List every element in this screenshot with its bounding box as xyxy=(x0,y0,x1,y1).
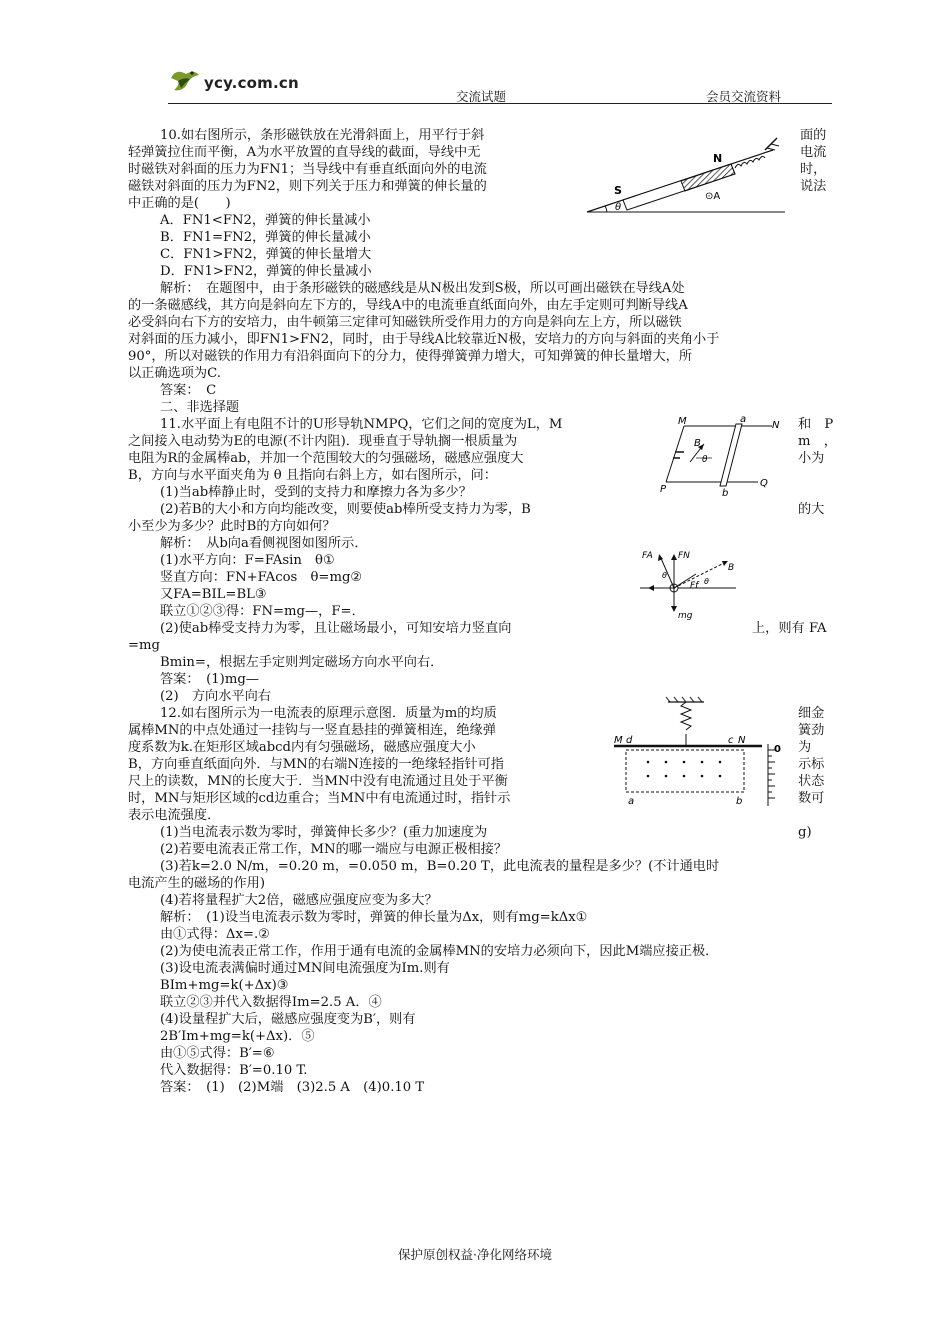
q11-analysis-right: 上，则有 FA xyxy=(752,621,827,636)
q12-stem-right: 示标 xyxy=(798,757,825,772)
q12-stem-right: 为 xyxy=(798,740,812,755)
q12-stem-right: g) xyxy=(798,825,812,840)
q11-fig-label-b: b xyxy=(722,488,729,496)
q12-stem-line: (4)若将量程扩大2倍，磁感应强度应变为多大？ xyxy=(160,893,438,908)
q10-stem-right: 说法 xyxy=(800,179,827,194)
q11-analysis-line: 又FA=BIL=BL③ xyxy=(160,587,267,602)
q12-answer: 答案： (1) (2)M端 (3)2.5 A (4)0.10 T xyxy=(160,1080,425,1095)
q11-analysis-line: (2)使ab棒受支持力为零，且让磁场最小，可知安培力竖直向 xyxy=(160,621,512,636)
q10-stem-right: 电流 xyxy=(800,145,827,160)
q11-stem-line: 之间接入电动势为E的电源(不计内阻)．现垂直于导轨搁一根质量为 xyxy=(128,434,518,449)
q10-analysis-line: 对斜面的压力减小，即FN1>FN2，同时，由于导线A比较靠近N极，安培力的方向与斜面的夹角小于 xyxy=(128,332,720,347)
q11-stem-line: 11.水平面上有电阻不计的U形导轨NMPQ，它们之间的宽度为L，M xyxy=(160,417,563,432)
q10-option-d: D．FN1>FN2，弹簧的伸长量减小 xyxy=(160,264,372,279)
q12-fig-label-a: a xyxy=(628,796,635,807)
q11-fig2-label-fa: FA xyxy=(642,551,653,561)
q12-stem-right: 状态 xyxy=(798,774,825,789)
q11-stem-right: 的大 xyxy=(798,502,825,517)
q10-fig-label-s: S xyxy=(614,184,622,197)
q11-stem-line: (1)当ab棒静止时，受到的支持力和摩擦力各为多少？ xyxy=(160,485,472,500)
q12-analysis-line: 由①⑤式得：B′=⑥ xyxy=(160,1046,275,1061)
q12-stem-right: 细金 xyxy=(798,706,825,721)
q12-stem-line: 表示电流强度． xyxy=(128,808,221,823)
q11-stem-line: B，方向与水平面夹角为 θ 且指向右斜上方，如右图所示，问： xyxy=(128,468,497,483)
q12-stem-line: (1)当电流表示数为零时，弹簧伸长多少？(重力加速度为 xyxy=(160,825,488,840)
q12-fig-label-d: d xyxy=(626,735,633,746)
q12-analysis-line: (3)设电流表满偏时通过MN间电流强度为Im.则有 xyxy=(160,961,450,976)
q11-fig-label-q: Q xyxy=(760,478,768,489)
q10-analysis-line: 以正确选项为C. xyxy=(128,366,221,381)
q12-stem-line: 属棒MN的中点处通过一挂钩与一竖直悬挂的弹簧相连，绝缘弹 xyxy=(128,723,496,738)
q11-fig-label-n: N xyxy=(772,420,780,431)
q11-analysis-line: 联立①②③得：FN=mg—，F=． xyxy=(160,604,365,619)
logo-bird-icon xyxy=(168,66,202,96)
q10-fig-label-n: N xyxy=(713,152,723,165)
link-member-materials[interactable]: 会员交流资料 xyxy=(706,89,782,104)
q11-analysis-line: Bmin=，根据左手定则判定磁场方向水平向右． xyxy=(160,655,444,670)
q12-stem-line: 度系数为k.在矩形区域abcd内有匀强磁场，磁感应强度大小 xyxy=(128,740,476,755)
q10-stem-line: 中正确的是( ) xyxy=(128,196,231,211)
q12-analysis-line: 代入数据得：B′=0.10 T. xyxy=(160,1063,308,1078)
q10-analysis-line: 90°，所以对磁铁的作用力有沿斜面向下的分力，使得弹簧弹力增大，可知弹簧的伸长量增大，所 xyxy=(128,349,693,364)
q10-option-b: B．FN1=FN2，弹簧的伸长量减小 xyxy=(160,230,371,245)
q11-stem-line: (2)若B的大小和方向均能改变，则要使ab棒所受支持力为零，B xyxy=(160,502,531,517)
q11-fig-label-p: P xyxy=(660,484,667,495)
q11-fig-label-bfield: B xyxy=(694,438,701,449)
q12-analysis-line: (2)为使电流表正常工作，作用于通有电流的金属棒MN的安培力必须向下，因此M端应接正极． xyxy=(160,944,719,959)
q12-ammeter-figure xyxy=(608,694,788,810)
q12-analysis-line: BIm+mg=k(+Δx)③ xyxy=(160,978,289,993)
q10-stem-line: 10.如右图所示，条形磁铁放在光滑斜面上，用平行于斜 xyxy=(160,128,485,143)
q12-fig-label-c: c xyxy=(728,735,734,746)
q12-fig-label-b: b xyxy=(736,796,743,807)
q12-stem-right: 簧劲 xyxy=(798,723,825,738)
q12-fig-label-n: N xyxy=(738,735,746,746)
page-footer: 保护原创权益·净化网络环境 xyxy=(398,1247,552,1262)
q11-fig2-label-fn: FN xyxy=(678,551,690,561)
q11-force-diagram xyxy=(640,548,740,620)
logo-text: ycy.com.cn xyxy=(204,74,299,92)
q10-stem-right: 时， xyxy=(800,162,827,177)
q11-stem-right: 和 P xyxy=(798,417,834,432)
q12-analysis-line: 联立②③并代入数据得Im=2.5 A．④ xyxy=(160,995,382,1010)
q11-fig-label-a: a xyxy=(740,414,747,425)
q10-stem-line: 轻弹簧拉住而平衡，A为水平放置的直导线的截面，导线中无 xyxy=(128,145,481,160)
q10-option-c: C．FN1>FN2，弹簧的伸长量增大 xyxy=(160,247,372,262)
q12-fig-label-zero: 0 xyxy=(774,744,781,755)
q12-stem-line: 时，MN与矩形区域的cd边重合；当MN中有电流通过时，指针示 xyxy=(128,791,511,806)
q10-stem-line: 时磁铁对斜面的压力为FN1；当导线中有垂直纸面向外的电流 xyxy=(128,162,487,177)
link-exchange-questions[interactable]: 交流试题 xyxy=(456,89,507,104)
q11-analysis-line: (1)水平方向：F=FAsin θ① xyxy=(160,553,335,568)
q11-fig2-label-mg: mg xyxy=(678,611,693,620)
q11-analysis-line: =mg xyxy=(128,638,160,653)
q10-stem-line: 磁铁对斜面的压力为FN2，则下列关于压力和弹簧的伸长量的 xyxy=(128,179,487,194)
section-heading: 二、非选择题 xyxy=(160,400,240,415)
q12-fig-label-m: M xyxy=(614,735,623,746)
q11-fig-label-theta: θ xyxy=(702,455,708,465)
q12-stem-line: (2)若要电流表正常工作，MN的哪一端应与电源正极相接？ xyxy=(160,842,508,857)
q11-rail-figure xyxy=(660,414,790,496)
q11-fig2-label-ff: Ff xyxy=(690,581,699,591)
q11-answer: 答案： (1)mg— xyxy=(160,672,259,687)
q11-stem-line: 小至少为多少？此时B的方向如何？ xyxy=(128,519,336,534)
q11-analysis-line: 解析： 从b向a看侧视图如图所示． xyxy=(160,536,368,551)
q10-option-a: A．FN1<FN2，弹簧的伸长量减小 xyxy=(160,213,371,228)
q12-stem-line: B，方向垂直纸面向外．与MN的右端N连接的一绝缘轻指针可指 xyxy=(128,757,504,772)
q10-answer: 答案： C xyxy=(160,383,217,398)
q11-analysis-line: 竖直方向：FN+FAcos θ=mg② xyxy=(160,570,363,585)
q12-stem-line: 12.如右图所示为一电流表的原理示意图．质量为m的均质 xyxy=(160,706,497,721)
q11-fig2-label-theta: θ xyxy=(704,577,709,586)
q10-analysis-line: 必受斜向右下方的安培力，由牛顿第三定律可知磁铁所受作用力的方向是斜向左上方，所以磁铁 xyxy=(128,315,682,330)
q10-fig-label-theta: θ xyxy=(615,202,622,213)
q12-analysis-line: 2B′Im+mg=k(+Δx)．⑤ xyxy=(160,1029,315,1044)
header-divider xyxy=(168,103,832,104)
q12-analysis-line: 由①式得：Δx=.② xyxy=(160,927,270,942)
q12-analysis-line: 解析： (1)设当电流表示数为零时，弹簧的伸长量为Δx，则有mg=kΔx① xyxy=(160,910,588,925)
site-logo xyxy=(168,66,298,102)
q12-stem-line: (3)若k=2.0 N/m，=0.20 m，=0.050 m，B=0.20 T，此电流表的量程是多少？(不计通电时 xyxy=(160,859,720,874)
q11-stem-line: 电阻为R的金属棒ab，并加一个范围较大的匀强磁场，磁感应强度大 xyxy=(128,451,524,466)
q11-fig2-label-theta: θ xyxy=(662,571,667,580)
q12-stem-right: 数可 xyxy=(798,791,825,806)
q10-analysis-line: 的一条磁感线，其方向是斜向左下方的，导线A中的电流垂直纸面向外，由左手定则可判断导线A xyxy=(128,298,688,313)
q11-answer-2: (2) 方向水平向右 xyxy=(160,689,271,704)
q10-stem-right: 面的 xyxy=(800,128,827,143)
q10-analysis-line: 解析： 在题图中，由于条形磁铁的磁感线是从N极出发到S极，所以可画出磁铁在导线A处 xyxy=(160,281,685,296)
q11-fig2-label-b: B xyxy=(728,563,735,573)
q12-analysis-line: (4)设量程扩大后，磁感应强度变为B′，则有 xyxy=(160,1012,416,1027)
q11-stem-right: m ， xyxy=(798,434,837,449)
q11-stem-right: 小为 xyxy=(798,451,825,466)
q12-stem-line: 尺上的读数，MN的长度大于．当MN中没有电流通过且处于平衡 xyxy=(128,774,508,789)
q10-fig-label-a: ⊙A xyxy=(705,191,721,202)
q11-fig-label-m: M xyxy=(678,416,687,427)
q12-stem-line: 电流产生的磁场的作用) xyxy=(128,876,266,891)
q10-incline-magnet-figure xyxy=(585,128,790,218)
